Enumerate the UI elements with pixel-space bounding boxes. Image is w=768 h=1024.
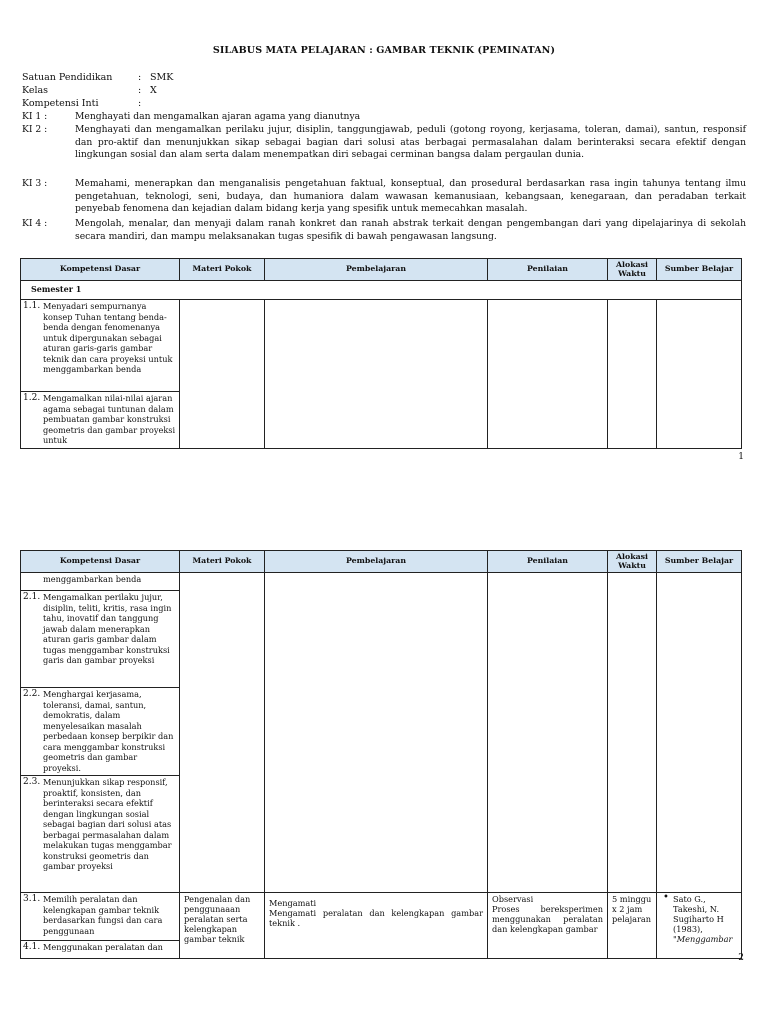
ki-label: KI 1 : xyxy=(22,111,48,122)
sumber-title: "Menggambar xyxy=(673,934,733,944)
materi-cell xyxy=(180,573,265,893)
table-header-row xyxy=(21,551,742,573)
kd-text: Menghargai kerjasama, toleransi, damai, santun, demokratis, dalam menyelesaikan masalah perbedaan konsep berpikir dan cara menggambar konstruksi geometris dan gambar proyeksi. xyxy=(43,689,174,773)
field-label: Kelas xyxy=(22,85,49,96)
kd-text: menggambarkan benda xyxy=(43,574,142,584)
pembelajaran-text: Mengamati peralatan dan kelengkapan gambar teknik . xyxy=(269,908,483,928)
ki-text: Mengolah, menalar, dan menyaji dalam ranah konkret dan ranah abstrak terkait dengan pengembangan dari yang dipelajarinya di sekolah secara mandiri, dan mampu melaksanakan tugas spesifik di bawah pengawasan langsung. xyxy=(75,218,746,242)
alokasi-cell xyxy=(608,893,657,959)
page-number: 1 xyxy=(738,452,744,462)
field-colon: : xyxy=(138,85,142,96)
kd-text: Memilih peralatan dan kelengkapan gambar teknik berdasarkan fungsi dan cara penggunaan xyxy=(43,894,163,936)
materi-cell xyxy=(180,300,265,449)
kd-number: 4.1. xyxy=(23,942,41,952)
kd-text: Menggunakan peralatan dan xyxy=(43,942,163,952)
ki-1 xyxy=(22,111,746,124)
penilaian-cell xyxy=(488,893,608,959)
silabus-table-page-2 xyxy=(20,550,742,959)
header-pembelajaran: Pembelajaran xyxy=(265,259,488,281)
header-sumber-belajar: Sumber Belajar xyxy=(657,551,742,573)
kd-number: 2.1. xyxy=(23,592,41,602)
pembelajaran-cell xyxy=(265,893,488,959)
header-kompetensi-dasar: Kompetensi Dasar xyxy=(21,259,180,281)
document-title: SILABUS MATA PELAJARAN : GAMBAR TEKNIK (PEMINATAN) xyxy=(212,45,556,56)
pembelajaran-cell xyxy=(265,300,488,449)
field-satuan-pendidikan xyxy=(22,72,173,83)
penilaian-cell xyxy=(488,573,608,893)
kd-2-2 xyxy=(21,688,180,776)
kd-text: Mengamalkan perilaku jujur, disiplin, teliti, kritis, rasa ingin tahu, inovatif dan tanggung jawab dalam menerapkan aturan garis gambar dalam tugas menggambar konstruksi garis dan gambar proyeksi xyxy=(43,592,172,665)
penilaian-cell xyxy=(488,300,608,449)
kd-1-2 xyxy=(21,392,180,449)
header-materi-pokok: Materi Pokok xyxy=(180,259,265,281)
kd-text: Mengamalkan nilai-nilai ajaran agama sebagai tuntunan dalam pembuatan gambar konstruksi geometris dan gambar proyeksi untuk xyxy=(43,393,176,445)
materi-text: Pengenalan dan penggunaaan peralatan serta kelengkapan gambar teknik xyxy=(184,894,251,944)
alokasi-cell xyxy=(608,573,657,893)
header-sumber-belajar: Sumber Belajar xyxy=(657,259,742,281)
table-row xyxy=(21,893,742,941)
header-kompetensi-dasar: Kompetensi Dasar xyxy=(21,551,180,573)
kd-2-3 xyxy=(21,776,180,893)
semester-label: Semester 1 xyxy=(21,281,742,300)
sumber-item xyxy=(661,894,737,944)
kd-number: 1.1. xyxy=(23,301,41,311)
sumber-cell xyxy=(657,300,742,449)
ki-label: KI 3 : xyxy=(22,178,48,189)
kd-3-1 xyxy=(21,893,180,941)
page-2 xyxy=(0,540,768,1024)
table-row xyxy=(21,573,742,591)
kd-text: Menunjukkan sikap responsif, proaktif, konsisten, dan berinteraksi secara efektif dengan lingkungan sosial sebagai bagian dari solusi atas berbagai permasalahan dalam melakukan tugas menggambar konstruksi geometris dan gambar proyeksi xyxy=(43,777,172,871)
ki-text: Menghayati dan mengamalkan ajaran agama yang dianutnya xyxy=(75,111,361,122)
ki-text: Memahami, menerapkan dan menganalisis pengetahuan faktual, konseptual, dan prosedural berdasarkan rasa ingin tahunya tentang ilmu pengetahuan, teknologi, seni, budaya, dan humaniora dalam wawasan kemanusiaan, kebangsaan, kenegaraan, dan peradaban terkait penyebab fenomena dan kejadian dalam bidang kerja yang spesifik untuk memecahkan masalah. xyxy=(75,178,746,215)
kd-continued xyxy=(21,573,180,591)
header-pembelajaran: Pembelajaran xyxy=(265,551,488,573)
header-penilaian: Penilaian xyxy=(488,259,608,281)
kd-number: 3.1. xyxy=(23,894,41,904)
ki-label: KI 4 : xyxy=(22,218,48,229)
materi-cell xyxy=(180,893,265,959)
alokasi-cell xyxy=(608,300,657,449)
ki-3 xyxy=(22,178,746,216)
header-alokasi-waktu: Alokasi Waktu xyxy=(608,551,657,573)
kd-2-1 xyxy=(21,591,180,688)
penilaian-title: Observasi xyxy=(492,894,534,904)
page-1 xyxy=(0,0,768,470)
field-kompetensi-inti xyxy=(22,98,150,109)
header-alokasi-waktu: Alokasi Waktu xyxy=(608,259,657,281)
field-kelas xyxy=(22,85,157,96)
kd-number: 2.2. xyxy=(23,689,41,699)
kd-4-1 xyxy=(21,941,180,959)
ki-label: KI 2 : xyxy=(22,124,48,135)
field-value: SMK xyxy=(150,72,174,83)
alokasi-text: 5 minggu x 2 jam pelajaran xyxy=(612,894,652,924)
field-colon: : xyxy=(138,72,142,83)
field-colon: : xyxy=(138,98,142,109)
page-number: 2 xyxy=(738,953,744,963)
kd-number: 1.2. xyxy=(23,393,41,403)
kd-text: Menyadari sempurnanya konsep Tuhan tentang benda-benda dengan fenomenanya untuk dipergunakan sebagai aturan garis-garis gambar teknik dan cara proyeksi untuk menggambarkan benda xyxy=(43,301,173,374)
sumber-authors: Sato G., Takeshi, N. Sugiharto H (1983), xyxy=(673,894,724,934)
table-header-row xyxy=(21,259,742,281)
sumber-cell xyxy=(657,893,742,959)
header-materi-pokok: Materi Pokok xyxy=(180,551,265,573)
ki-4 xyxy=(22,218,746,243)
kd-1-1 xyxy=(21,300,180,392)
field-label: Kompetensi Inti xyxy=(22,98,99,109)
kd-number: 2.3. xyxy=(23,777,41,787)
ki-text: Menghayati dan mengamalkan perilaku jujur, disiplin, tanggungjawab, peduli (gotong royong, kerjasama, toleran, damai), santun, responsif dan pro-aktif dan menunjukkan sikap sebagai bagian dari solusi atas berbagai permasalahan dalam berinteraksi secara efektif dengan lingkungan sosial dan alam serta dalam menempatkan diri sebagai cerminan bangsa dalam pergaulan dunia. xyxy=(75,124,746,161)
header-penilaian: Penilaian xyxy=(488,551,608,573)
ki-2 xyxy=(22,124,746,162)
penilaian-text: Proses bereksperimen menggunakan peralatan dan kelengkapan gambar xyxy=(492,904,603,934)
field-label: Satuan Pendidikan xyxy=(22,72,113,83)
pembelajaran-title: Mengamati xyxy=(269,898,317,908)
silabus-table-page-1 xyxy=(20,258,742,449)
semester-row xyxy=(21,281,742,300)
field-value: X xyxy=(150,85,157,96)
table-row xyxy=(21,300,742,392)
sumber-cell xyxy=(657,573,742,893)
pembelajaran-cell xyxy=(265,573,488,893)
